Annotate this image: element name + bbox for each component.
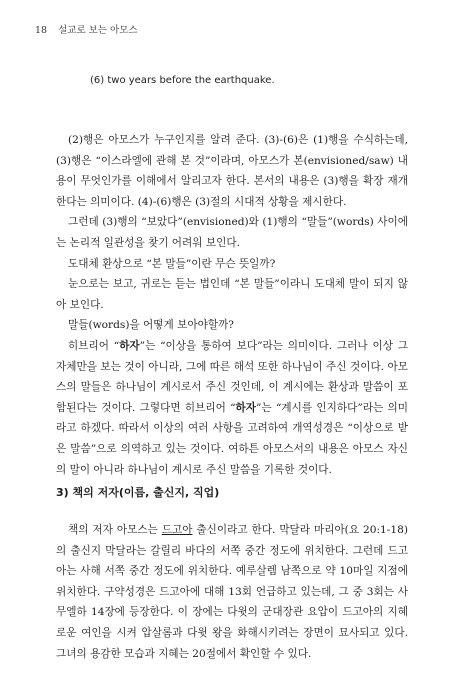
paragraph: 그런데 (3)행의 “보았다”(envisioned)와 (1)행의 “말들”(words) 사이에는 논리적 일관성을 찾기 어려워 보인다. <box>56 216 408 249</box>
body-text <box>56 130 408 480</box>
running-title: 설교로 보는 아모스 <box>58 25 138 36</box>
paragraph: 말들(words)을 어떻게 보아야할까? <box>68 319 234 332</box>
verse-line: (6) two years before the earthquake. <box>90 75 275 86</box>
paragraph: (2)행은 아모스가 누구인지를 알려 준다. (3)-(6)은 (1)행을 수식하는데, (3)행은 “이스라엘에 관해 본 것”이라며, 아모스가 본(envisioned/saw) 내용이 무엇인가를 이해에서 알리고자 한다. 본서의 내용은 (3)행을 확장 재개한다는 의미이다. (4)-(6)행은 (3)절의 시대적 상황을 제시한다. <box>56 134 408 208</box>
page-number: 18 <box>35 25 48 36</box>
section-heading: 3) 책의 저자(이름, 출신지, 직업) <box>56 486 220 499</box>
paragraph: 도대체 환상으로 “본 말들”이란 무슨 뜻일까? <box>68 257 276 270</box>
author-text <box>56 520 408 664</box>
paragraph: 책의 저자 아모스는 드고아 출신이라고 한다. 막달라 마리아(요 20:1-18)의 출신지 막달라는 갈릴리 바다의 서쪽 중간 정도에 위치한다. 그런데 드고아는 사해 서쪽 중간 정도에 위치한다. 예루살렘 남쪽으로 약 10마일 지점에 위치한다. 구약성경은 드고아에 대해 13회 언급하고 있는데, 그 중 3회는 사무엘하 14장에 등장한다. 이 장에는 다윗의 군대장관 요압이 드고아의 지혜로운 여인을 시켜 압살롬과 다윗 왕을 화해시키려는 장면이 묘사되고 있다. 그녀의 용감한 모습과 지혜는 20절에서 확인할 수 있다. <box>56 524 408 660</box>
hebrew-term: 하자 <box>235 401 257 414</box>
place-name-tekoa: 드고아 <box>161 524 193 536</box>
paragraph: 눈으로는 보고, 귀로는 듣는 법인데 “본 말들”이라니 도대체 말이 되지 않아 보인다. <box>56 278 408 311</box>
paragraph-hebrew-haza: 히브리어 “하자”는 “이상을 통하여 보다”라는 의미이다. 그러나 이상 그 자체만을 보는 것이 아니라, 그에 따른 해석 또한 하나님이 주신 것이다. 아모스의 말들은 하나님이 계시로서 주신 것인데, 이 계시에는 환상과 말씀이 포함된다는 것이다. 그렇다면 히브리어 “하자”는 “계시를 인지하다”라는 의미라고 하겠다. 따라서 이상의 여러 사항을 고려하여 개역성경은 “이상으로 받은 말씀”으로 의역하고 있는 것이다. 여하튼 아모스서의 내용은 아모스 자신의 말이 아니라 하나님이 계시로 주신 말씀을 기록한 것이다. <box>56 339 409 476</box>
running-header <box>35 22 138 36</box>
hebrew-term: 하자 <box>119 339 140 352</box>
